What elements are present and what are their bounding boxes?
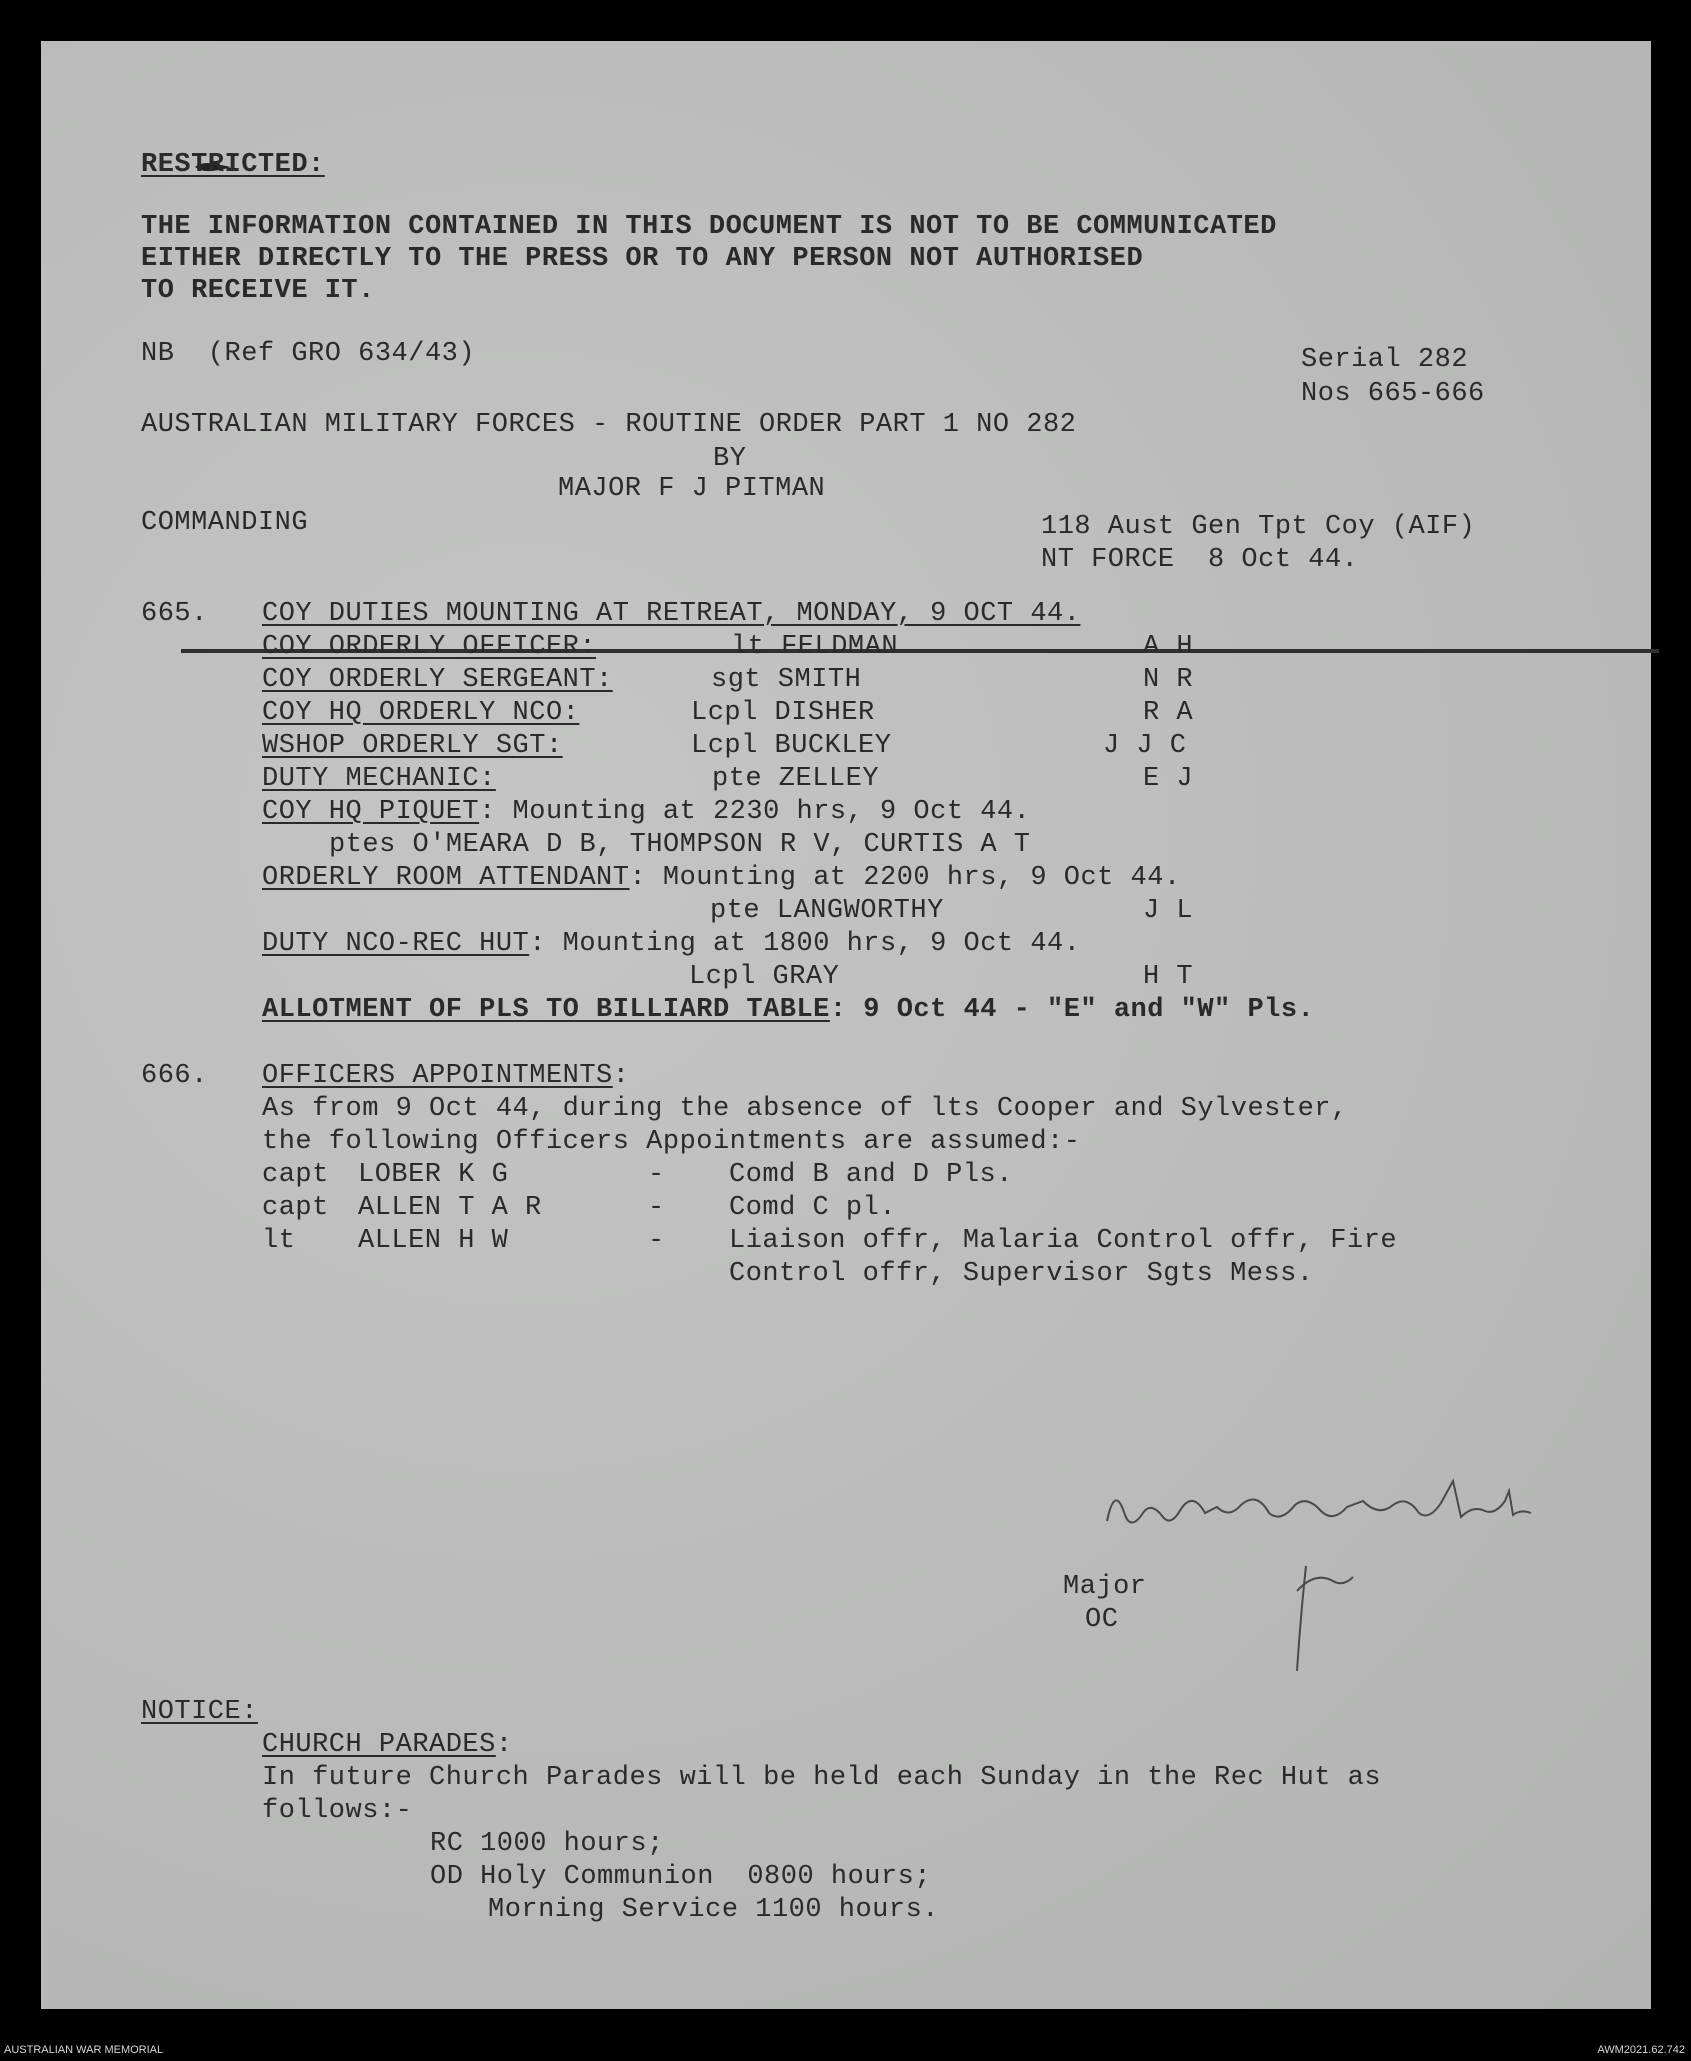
item-666-intro-2: the following Officers Appointments are assumed:-: [262, 1127, 1081, 1157]
appointment-rank: capt: [262, 1160, 329, 1190]
by-label: BY: [713, 444, 747, 474]
duty-initials: R A: [1143, 698, 1194, 728]
duty-person: Lcpl DISHER: [691, 698, 875, 728]
archive-credit: AUSTRALIAN WAR MEMORIAL: [4, 2044, 164, 2056]
signature-rank: Major: [1063, 1572, 1147, 1602]
notice-line-2: follows:-: [262, 1796, 413, 1826]
duty-initials: J J C: [1103, 731, 1187, 761]
item-666-heading: OFFICERS APPOINTMENTS: [262, 1061, 613, 1091]
church-parades-heading-line: [262, 1729, 513, 1761]
attendant-text: : Mounting at 2200 hrs, 9 Oct 44.: [629, 863, 1181, 893]
appointment-role: Comd C pl.: [729, 1193, 897, 1223]
unit-name: 118 Aust Gen Tpt Coy (AIF): [1041, 512, 1476, 542]
appointment-dash: -: [648, 1160, 665, 1190]
rec-hut-line: [262, 928, 1080, 960]
church-parades-heading: CHURCH PARADES: [262, 1730, 496, 1760]
billiard-text: : 9 Oct 44 - "E" and "W" Pls.: [829, 995, 1315, 1025]
od-communion: OD Holy Communion 0800 hours;: [430, 1862, 932, 1892]
church-parades-colon: :: [495, 1730, 513, 1760]
duty-person: Lcpl BUCKLEY: [691, 731, 892, 761]
force-date: NT FORCE 8 Oct 44.: [1041, 545, 1359, 575]
appointment-role: Liaison offr, Malaria Control offr, Fire: [729, 1226, 1398, 1256]
appointment-name: ALLEN H W: [358, 1226, 509, 1256]
appointment-role-continued: Control offr, Supervisor Sgts Mess.: [729, 1259, 1314, 1289]
notice-line-1: In future Church Parades will be held each Sunday in the Rec Hut as: [262, 1763, 1382, 1793]
attendant-line: [262, 862, 1181, 894]
rec-hut-label: DUTY NCO-REC HUT: [262, 929, 530, 959]
piquet-label: COY HQ PIQUET: [262, 797, 480, 827]
serial-number: Serial 282: [1301, 345, 1469, 375]
duty-initials: N R: [1143, 665, 1194, 695]
duty-role: WSHOP ORDERLY SGT:: [262, 731, 563, 761]
piquet-text: : Mounting at 2230 hrs, 9 Oct 44.: [479, 797, 1031, 827]
attendant-name: pte LANGWORTHY: [710, 896, 944, 926]
nb-reference: NB (Ref GRO 634/43): [141, 339, 476, 369]
billiard-line: [262, 994, 1314, 1026]
appointment-rank: capt: [262, 1193, 329, 1223]
notice-heading: NOTICE:: [141, 1697, 258, 1727]
item-666-number: 666.: [141, 1061, 208, 1091]
duty-role: COY ORDERLY OFFICER:: [262, 632, 597, 662]
item-665-heading: COY DUTIES MOUNTING AT RETREAT, MONDAY, 9 OCT 44.: [262, 599, 1081, 629]
rec-hut-text: : Mounting at 1800 hrs, 9 Oct 44.: [529, 929, 1081, 959]
restricted-heading: RESTRICTED:: [141, 150, 325, 180]
attendant-initials: J L: [1143, 896, 1194, 926]
attendant-label: ORDERLY ROOM ATTENDANT: [262, 863, 630, 893]
restriction-line-3: TO RECEIVE IT.: [141, 276, 375, 306]
handwritten-signature: [1101, 1461, 1601, 1681]
duty-initials: A H: [1143, 632, 1194, 662]
signature-title: OC: [1085, 1605, 1119, 1635]
archive-reference: AWM2021.62.742: [1597, 2044, 1685, 2056]
rec-hut-initials: H T: [1143, 962, 1194, 992]
item-666-colon: :: [612, 1061, 630, 1091]
appointment-role: Comd B and D Pls.: [729, 1160, 1013, 1190]
billiard-label: ALLOTMENT OF PLS TO BILLIARD TABLE: [262, 995, 830, 1025]
appointment-dash: -: [648, 1193, 665, 1223]
duty-person: sgt SMITH: [711, 665, 862, 695]
appointment-name: LOBER K G: [358, 1160, 509, 1190]
order-title: AUSTRALIAN MILITARY FORCES - ROUTINE ORDER PART 1 NO 282: [141, 410, 1077, 440]
duty-initials: E J: [1143, 764, 1194, 794]
appointment-name: ALLEN T A R: [358, 1193, 542, 1223]
restriction-line-1: THE INFORMATION CONTAINED IN THIS DOCUMENT IS NOT TO BE COMMUNICATED: [141, 212, 1277, 242]
restriction-line-2: EITHER DIRECTLY TO THE PRESS OR TO ANY PERSON NOT AUTHORISED: [141, 244, 1144, 274]
duty-role: DUTY MECHANIC:: [262, 764, 496, 794]
rec-hut-name: Lcpl GRAY: [689, 962, 840, 992]
appointment-dash: -: [648, 1226, 665, 1256]
duty-person: pte ZELLEY: [712, 764, 880, 794]
major-name: MAJOR F J PITMAN: [558, 474, 826, 504]
duty-role: COY ORDERLY SERGEANT:: [262, 665, 613, 695]
appointment-rank: lt: [262, 1226, 296, 1256]
document-page: [41, 41, 1651, 2009]
item-666-intro-1: As from 9 Oct 44, during the absence of lts Cooper and Sylvester,: [262, 1094, 1348, 1124]
item-665-number: 665.: [141, 599, 208, 629]
morning-service: Morning Service 1100 hours.: [488, 1895, 939, 1925]
piquet-line: [262, 796, 1030, 828]
rc-service: RC 1000 hours;: [430, 1829, 664, 1859]
duty-role: COY HQ ORDERLY NCO:: [262, 698, 580, 728]
duty-person: lt FELDMAN: [731, 632, 899, 662]
item-666-heading-line: [262, 1060, 629, 1092]
order-numbers: Nos 665-666: [1301, 379, 1485, 409]
piquet-names: ptes O'MEARA D B, THOMPSON R V, CURTIS A T: [329, 830, 1031, 860]
commanding-label: COMMANDING: [141, 508, 309, 538]
